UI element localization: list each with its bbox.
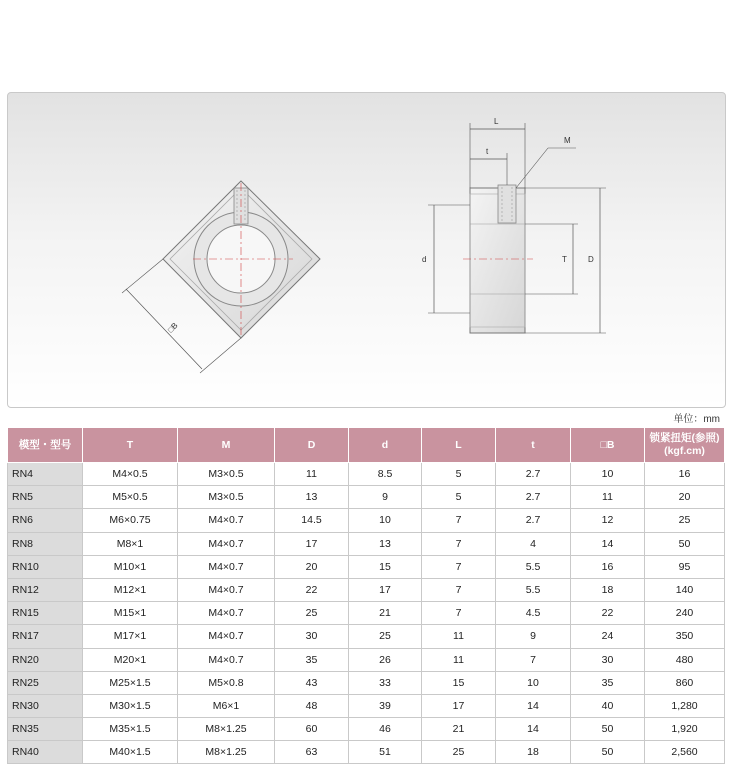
cell-t-thread: M17×1 (83, 625, 178, 648)
cell-t-thread: M12×1 (83, 578, 178, 601)
cell-b: 40 (571, 694, 645, 717)
cell-d-inner: 9 (349, 486, 422, 509)
cell-t: 2.7 (496, 486, 571, 509)
cell-d-inner: 25 (349, 625, 422, 648)
header-model: 模型・型号 (8, 428, 83, 463)
table-row (8, 625, 725, 648)
cell-d-inner: 51 (349, 741, 422, 764)
header-d-outer: D (275, 428, 349, 463)
cell-l: 5 (422, 463, 496, 486)
dim-label-b: □B (166, 320, 180, 335)
cell-t: 2.7 (496, 463, 571, 486)
cell-m: M4×0.7 (178, 625, 275, 648)
cell-d-inner: 15 (349, 555, 422, 578)
header-l: L (422, 428, 496, 463)
cell-b: 11 (571, 486, 645, 509)
cell-l: 11 (422, 648, 496, 671)
cell-t-thread: M6×0.75 (83, 509, 178, 532)
technical-drawing (8, 93, 725, 407)
cell-b: 50 (571, 718, 645, 741)
cell-d-outer: 48 (275, 694, 349, 717)
cell-t: 14 (496, 718, 571, 741)
cell-m: M4×0.7 (178, 532, 275, 555)
table-row (8, 532, 725, 555)
header-t: t (496, 428, 571, 463)
cell-model: RN6 (8, 509, 83, 532)
table-row (8, 578, 725, 601)
cell-model: RN17 (8, 625, 83, 648)
cell-d-inner: 17 (349, 578, 422, 601)
cell-m: M3×0.5 (178, 463, 275, 486)
table-row (8, 741, 725, 764)
spec-table (7, 427, 725, 764)
cell-b: 18 (571, 578, 645, 601)
table-row (8, 486, 725, 509)
table-header-row (8, 428, 725, 463)
cell-b: 30 (571, 648, 645, 671)
cell-torque: 2,560 (645, 741, 725, 764)
cell-t: 5.5 (496, 578, 571, 601)
cell-t-thread: M30×1.5 (83, 694, 178, 717)
cell-torque: 350 (645, 625, 725, 648)
cell-model: RN25 (8, 671, 83, 694)
cell-model: RN10 (8, 555, 83, 578)
cell-model: RN30 (8, 694, 83, 717)
cell-b: 35 (571, 671, 645, 694)
cell-torque: 1,920 (645, 718, 725, 741)
dim-label-d-outer: D (588, 255, 594, 264)
cell-t-thread: M35×1.5 (83, 718, 178, 741)
cell-t-thread: M4×0.5 (83, 463, 178, 486)
cell-b: 24 (571, 625, 645, 648)
dim-label-l: L (494, 117, 499, 126)
cell-t-thread: M40×1.5 (83, 741, 178, 764)
cell-torque: 95 (645, 555, 725, 578)
cell-b: 14 (571, 532, 645, 555)
cell-t: 14 (496, 694, 571, 717)
cell-model: RN40 (8, 741, 83, 764)
cell-d-outer: 20 (275, 555, 349, 578)
cell-d-inner: 39 (349, 694, 422, 717)
cell-b: 10 (571, 463, 645, 486)
cell-torque: 50 (645, 532, 725, 555)
cell-m: M6×1 (178, 694, 275, 717)
technical-drawing-panel (7, 92, 726, 408)
cell-m: M4×0.7 (178, 602, 275, 625)
cell-t: 4.5 (496, 602, 571, 625)
cell-d-inner: 10 (349, 509, 422, 532)
cell-torque: 20 (645, 486, 725, 509)
cell-d-inner: 33 (349, 671, 422, 694)
cell-t-thread: M5×0.5 (83, 486, 178, 509)
dim-label-t-thread: T (562, 255, 567, 264)
cell-torque: 480 (645, 648, 725, 671)
header-torque (645, 428, 725, 463)
cell-d-outer: 30 (275, 625, 349, 648)
cell-t: 2.7 (496, 509, 571, 532)
cell-d-outer: 14.5 (275, 509, 349, 532)
cell-t: 10 (496, 671, 571, 694)
header-torque-unit: (kgf.cm) (664, 445, 705, 457)
table-row (8, 718, 725, 741)
table-row (8, 694, 725, 717)
table-row (8, 509, 725, 532)
cell-t: 5.5 (496, 555, 571, 578)
cell-m: M8×1.25 (178, 718, 275, 741)
cell-l: 11 (422, 625, 496, 648)
cell-m: M8×1.25 (178, 741, 275, 764)
dim-label-t: t (486, 147, 489, 156)
cell-t-thread: M15×1 (83, 602, 178, 625)
cell-d-inner: 13 (349, 532, 422, 555)
dim-label-m: M (564, 136, 571, 145)
cell-torque: 16 (645, 463, 725, 486)
cell-d-outer: 35 (275, 648, 349, 671)
cell-model: RN20 (8, 648, 83, 671)
cell-d-inner: 26 (349, 648, 422, 671)
unit-label: 单位：mm (673, 414, 720, 425)
cell-l: 21 (422, 718, 496, 741)
cell-t: 9 (496, 625, 571, 648)
cell-t-thread: M25×1.5 (83, 671, 178, 694)
cell-d-outer: 60 (275, 718, 349, 741)
cell-model: RN35 (8, 718, 83, 741)
cell-d-outer: 11 (275, 463, 349, 486)
cell-d-outer: 63 (275, 741, 349, 764)
cell-t-thread: M8×1 (83, 532, 178, 555)
table-row (8, 648, 725, 671)
table-row (8, 671, 725, 694)
cell-d-outer: 43 (275, 671, 349, 694)
cell-t: 7 (496, 648, 571, 671)
header-b: □B (571, 428, 645, 463)
cell-m: M4×0.7 (178, 555, 275, 578)
cell-l: 7 (422, 602, 496, 625)
header-t-thread: T (83, 428, 178, 463)
cell-t: 4 (496, 532, 571, 555)
cell-l: 7 (422, 578, 496, 601)
header-torque-label: 锁紧扭矩(参照) (649, 432, 720, 444)
cell-torque: 240 (645, 602, 725, 625)
table-row (8, 463, 725, 486)
cell-t: 18 (496, 741, 571, 764)
cell-d-outer: 22 (275, 578, 349, 601)
cell-model: RN12 (8, 578, 83, 601)
cell-m: M4×0.7 (178, 578, 275, 601)
cell-torque: 860 (645, 671, 725, 694)
cell-b: 50 (571, 741, 645, 764)
cell-model: RN4 (8, 463, 83, 486)
cell-d-inner: 21 (349, 602, 422, 625)
cell-d-inner: 46 (349, 718, 422, 741)
cell-d-outer: 13 (275, 486, 349, 509)
cell-t-thread: M20×1 (83, 648, 178, 671)
cell-l: 5 (422, 486, 496, 509)
cell-b: 22 (571, 602, 645, 625)
cell-m: M5×0.8 (178, 671, 275, 694)
cell-l: 25 (422, 741, 496, 764)
cell-b: 12 (571, 509, 645, 532)
table-body (8, 463, 725, 764)
nut-front-view (122, 181, 320, 373)
cell-m: M3×0.5 (178, 486, 275, 509)
cell-l: 7 (422, 555, 496, 578)
cell-torque: 25 (645, 509, 725, 532)
cell-l: 7 (422, 509, 496, 532)
cell-l: 17 (422, 694, 496, 717)
header-m: M (178, 428, 275, 463)
cell-d-outer: 25 (275, 602, 349, 625)
cell-torque: 140 (645, 578, 725, 601)
cell-torque: 1,280 (645, 694, 725, 717)
cell-b: 16 (571, 555, 645, 578)
table-row (8, 602, 725, 625)
cell-d-inner: 8.5 (349, 463, 422, 486)
cell-d-outer: 17 (275, 532, 349, 555)
table-row (8, 555, 725, 578)
cell-l: 7 (422, 532, 496, 555)
cell-model: RN5 (8, 486, 83, 509)
cell-model: RN15 (8, 602, 83, 625)
cell-m: M4×0.7 (178, 648, 275, 671)
cell-t-thread: M10×1 (83, 555, 178, 578)
cell-model: RN8 (8, 532, 83, 555)
header-d-inner: d (349, 428, 422, 463)
nut-side-view (422, 117, 606, 333)
cell-l: 15 (422, 671, 496, 694)
dim-label-d: d (422, 255, 427, 264)
cell-m: M4×0.7 (178, 509, 275, 532)
